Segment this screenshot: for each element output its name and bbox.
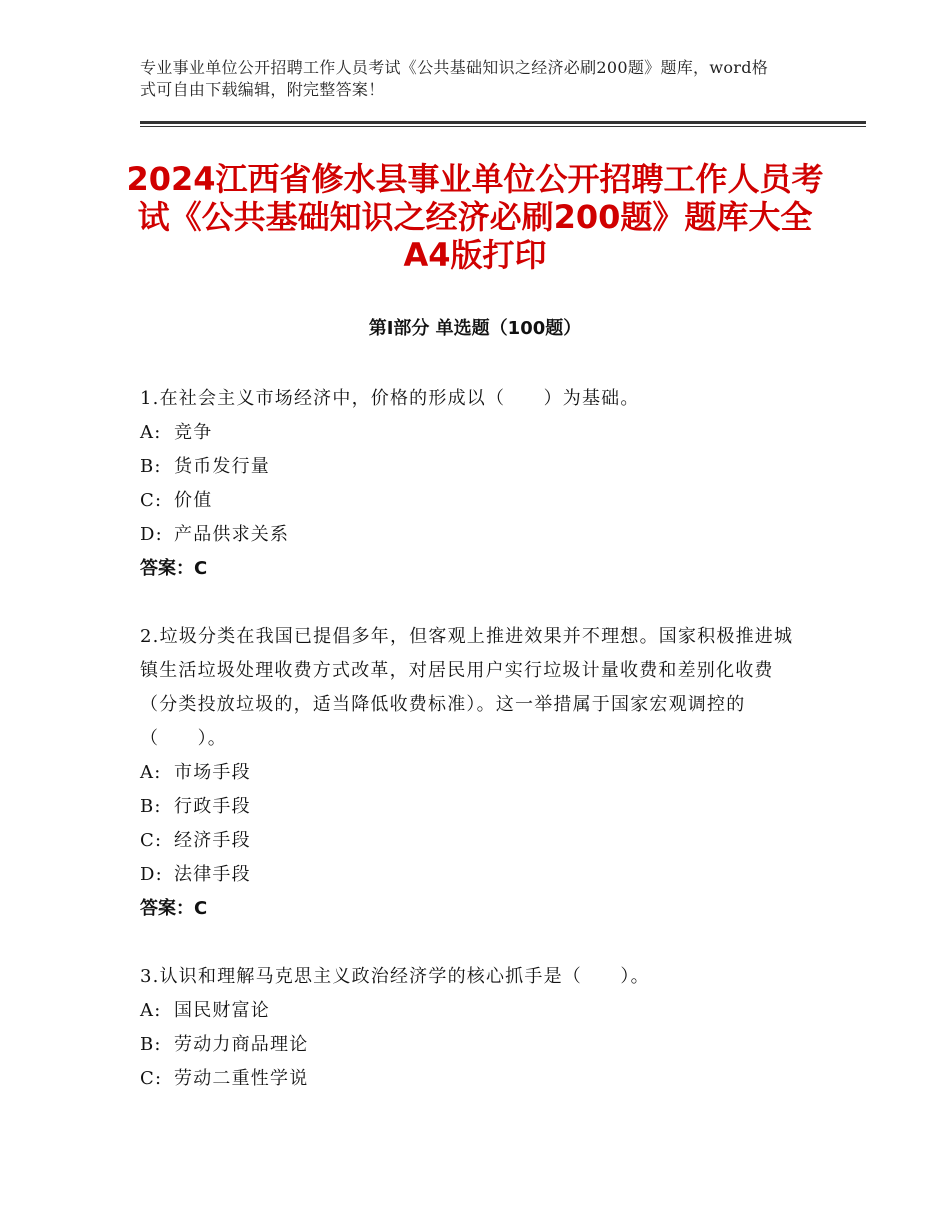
option-text: 产品供求关系 <box>174 524 290 545</box>
option-c <box>140 824 805 858</box>
question-text: 1.在社会主义市场经济中，价格的形成以（ ）为基础。 <box>140 388 640 409</box>
option-a <box>140 756 805 790</box>
option-text: 国民财富论 <box>174 1000 270 1021</box>
question-3 <box>140 960 805 1096</box>
option-b <box>140 1028 805 1062</box>
option-text: 经济手段 <box>174 830 251 851</box>
option-letter: C: <box>140 830 163 851</box>
section-heading: 第Ⅰ部分 单选题（100题） <box>368 318 582 339</box>
option-d <box>140 518 805 552</box>
question-list <box>140 382 805 1130</box>
option-text: 市场手段 <box>174 762 251 783</box>
option-a <box>140 994 805 1028</box>
option-letter: C: <box>140 1068 163 1089</box>
header-rule-thin <box>140 126 866 127</box>
option-letter: A: <box>140 1000 162 1021</box>
document-title: 2024江西省修水县事业单位公开招聘工作人员考试《公共基础知识之经济必刷200题》题库大全A4版打印 <box>126 160 824 274</box>
header-note: 专业事业单位公开招聘工作人员考试《公共基础知识之经济必刷200题》题库，word格式可自由下载编辑，附完整答案！ <box>140 58 769 99</box>
option-letter: B: <box>140 1034 162 1055</box>
answer-label: 答案：C <box>140 558 208 579</box>
option-text: 货币发行量 <box>174 456 270 477</box>
option-letter: B: <box>140 456 162 477</box>
header-rule-thick <box>140 121 866 124</box>
option-b <box>140 790 805 824</box>
option-text: 劳动力商品理论 <box>174 1034 309 1055</box>
option-c <box>140 484 805 518</box>
option-text: 价值 <box>174 490 213 511</box>
option-text: 行政手段 <box>174 796 251 817</box>
question-text: 2.垃圾分类在我国已提倡多年，但客观上推进效果并不理想。国家积极推进城镇生活垃圾处理收费方式改革，对居民用户实行垃圾计量收费和差别化收费（分类投放垃圾的，适当降低收费标准）。这一举措属于国家宏观调控的（ ）。 <box>140 626 794 749</box>
option-letter: D: <box>140 524 163 545</box>
option-text: 劳动二重性学说 <box>174 1068 309 1089</box>
question-text: 3.认识和理解马克思主义政治经济学的核心抓手是（ ）。 <box>140 966 650 987</box>
option-letter: C: <box>140 490 163 511</box>
option-b <box>140 450 805 484</box>
option-text: 竞争 <box>174 422 213 443</box>
option-text: 法律手段 <box>174 864 251 885</box>
answer-label: 答案：C <box>140 898 208 919</box>
option-d <box>140 858 805 892</box>
option-letter: A: <box>140 762 162 783</box>
option-a <box>140 416 805 450</box>
option-c <box>140 1062 805 1096</box>
option-letter: D: <box>140 864 163 885</box>
option-letter: B: <box>140 796 162 817</box>
question-2 <box>140 620 805 926</box>
question-1 <box>140 382 805 586</box>
option-letter: A: <box>140 422 162 443</box>
